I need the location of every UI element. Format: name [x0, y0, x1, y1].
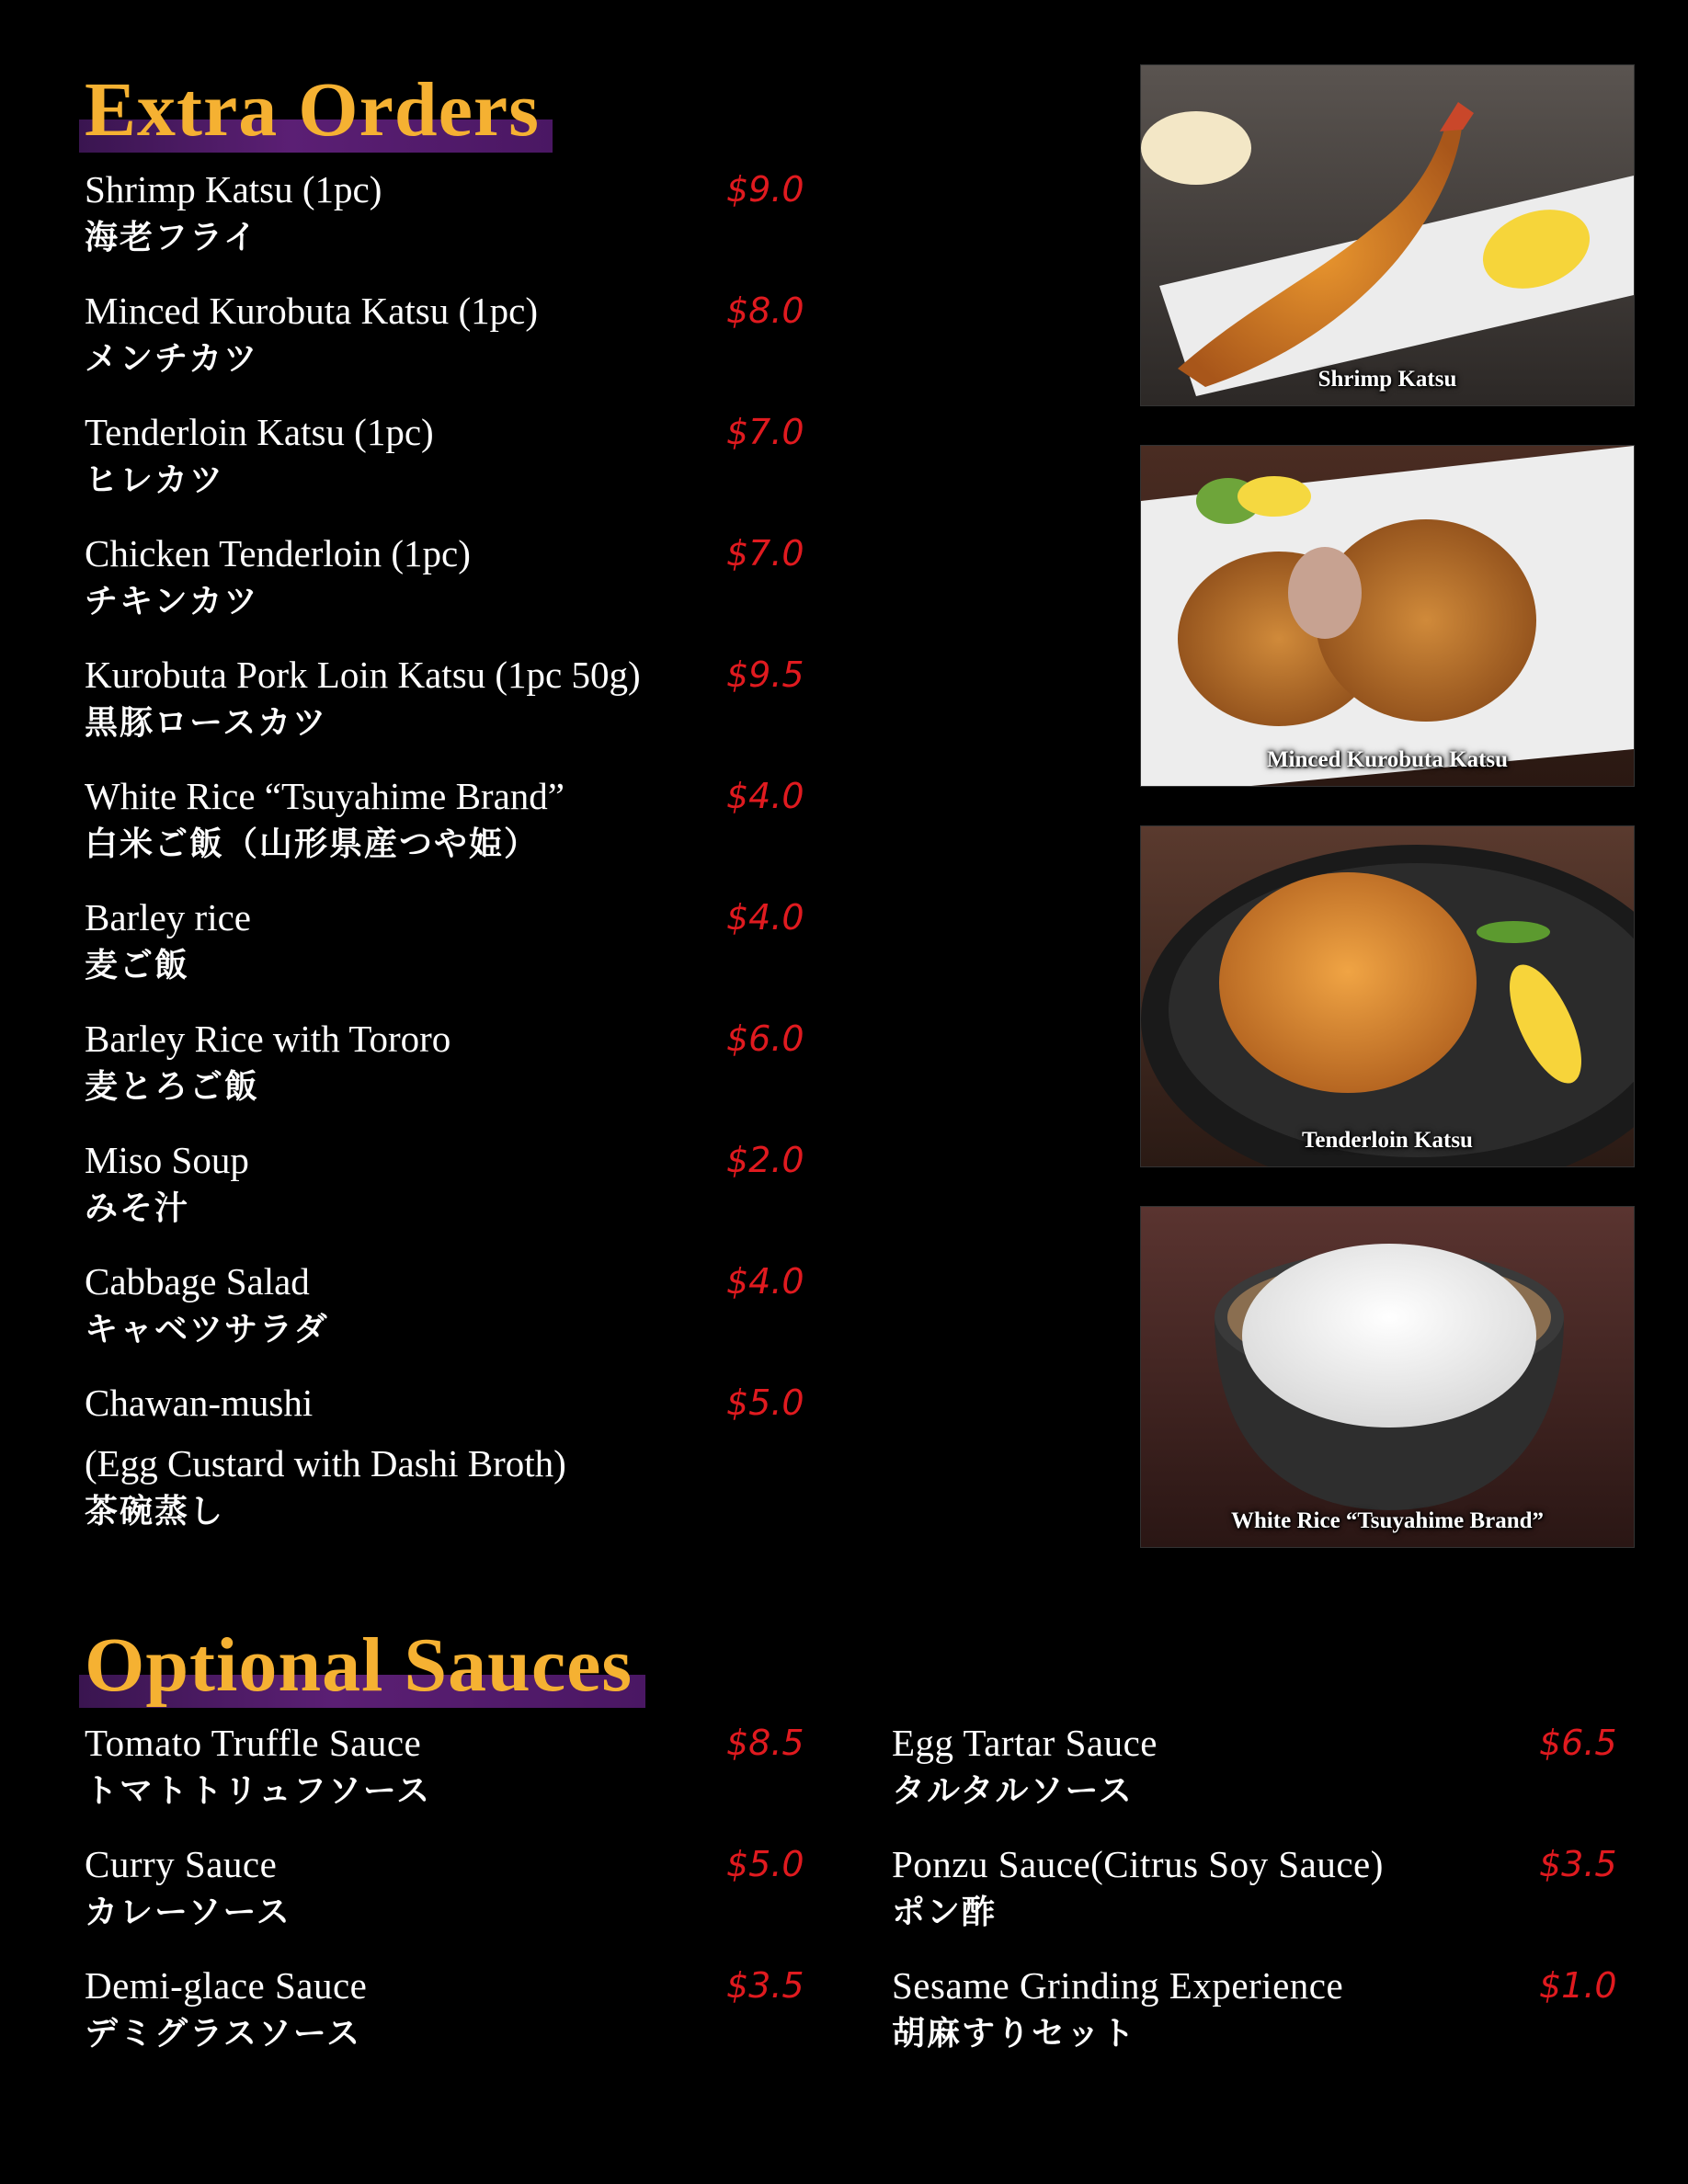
extra-orders-title: Extra Orders [85, 72, 540, 149]
sauce-item-demi-glace [85, 1960, 367, 2057]
item-name-jp: 麦とろご飯 [85, 1068, 260, 1106]
item-name-jp: 茶碗蒸し [85, 1493, 225, 1530]
sauce-price: $8.5 [726, 1723, 804, 1763]
item-name: Chicken Tenderloin (1pc) [85, 532, 471, 574]
item-name: Barley Rice with Tororo [85, 1018, 451, 1060]
photo-minced-kurobuta-katsu [1140, 445, 1635, 787]
sauce-name-jp: トマトトリュフソース [85, 1772, 432, 1810]
sauce-name-jp: デミグラスソース [85, 2015, 362, 2053]
item-name: Cabbage Salad [85, 1260, 310, 1302]
menu-item-kurobuta-pork-loin-katsu [85, 649, 641, 746]
sauce-name: Egg Tartar Sauce [892, 1722, 1158, 1764]
item-name: Chawan-mushi [85, 1382, 314, 1424]
item-price: $4.0 [726, 897, 804, 938]
sauce-name: Ponzu Sauce(Citrus Soy Sauce) [892, 1843, 1384, 1885]
photo-white-rice [1140, 1206, 1635, 1548]
sauce-item-curry [85, 1838, 291, 1936]
sauce-price: $3.5 [1539, 1844, 1617, 1884]
photo-caption: Shrimp Katsu [1317, 367, 1457, 392]
item-name-jp: 海老フライ [85, 219, 258, 256]
sauce-name-jp: ポン酢 [892, 1894, 998, 1931]
menu-item-chawan-mushi [85, 1377, 566, 1535]
optional-sauces-title: Optional Sauces [85, 1627, 633, 1704]
sauce-name: Demi-glace Sauce [85, 1964, 368, 2007]
menu-item-chicken-tenderloin [85, 528, 471, 625]
item-price: $9.0 [726, 169, 804, 210]
sauce-item-ponzu [892, 1838, 1384, 1936]
item-name: Minced Kurobuta Katsu (1pc) [85, 290, 539, 332]
item-name-jp: キャベツサラダ [85, 1311, 329, 1348]
item-name: Tenderloin Katsu (1pc) [85, 411, 434, 453]
sauce-item-sesame-grinding [892, 1960, 1343, 2057]
photo-shrimp-katsu [1140, 64, 1635, 406]
item-price: $2.0 [726, 1140, 804, 1180]
sauce-price: $5.0 [726, 1844, 804, 1884]
item-name-jp: ヒレカツ [85, 461, 225, 499]
item-name: Kurobuta Pork Loin Katsu (1pc 50g) [85, 654, 641, 696]
sauce-price: $1.0 [1539, 1965, 1617, 2006]
photo-caption: White Rice “Tsuyahime Brand” [1230, 1508, 1545, 1533]
item-price: $7.0 [726, 412, 804, 452]
photo-caption: Tenderloin Katsu [1302, 1128, 1473, 1153]
item-price: $9.5 [726, 654, 804, 695]
item-name-jp: メンチカツ [85, 340, 259, 378]
menu-item-barley-rice-tororo [85, 1013, 451, 1110]
sauce-name: Sesame Grinding Experience [892, 1964, 1344, 2007]
item-price: $4.0 [726, 1261, 804, 1302]
item-price: $5.0 [726, 1382, 804, 1423]
menu-item-barley-rice [85, 892, 251, 989]
sauce-item-egg-tartar [892, 1717, 1158, 1814]
photo-caption: Minced Kurobuta Katsu [1266, 747, 1509, 772]
item-price: $6.0 [726, 1018, 804, 1059]
sauce-item-tomato-truffle [85, 1717, 431, 1814]
item-name: Shrimp Katsu (1pc) [85, 168, 382, 210]
menu-item-white-rice [85, 770, 565, 868]
item-name-jp: みそ汁 [85, 1189, 190, 1227]
item-name: White Rice “Tsuyahime Brand” [85, 775, 565, 817]
sauce-name-jp: カレーソース [85, 1894, 291, 1931]
item-price: $8.0 [726, 290, 804, 331]
item-price: $7.0 [726, 533, 804, 574]
item-description: (Egg Custard with Dashi Broth) [85, 1442, 566, 1484]
item-name-jp: 白米ご飯（山形県産つや姫） [85, 825, 540, 863]
sauce-name-jp: 胡麻すりセット [892, 2015, 1137, 2053]
menu-item-miso-soup [85, 1134, 249, 1232]
sauce-name-jp: タルタルソース [892, 1772, 1134, 1810]
item-price: $4.0 [726, 776, 804, 816]
item-name-jp: 黒豚ロースカツ [85, 704, 328, 742]
sauce-name: Curry Sauce [85, 1843, 278, 1885]
item-name-jp: チキンカツ [85, 583, 259, 620]
menu-item-shrimp-katsu [85, 164, 382, 261]
menu-item-minced-kurobuta-katsu [85, 285, 538, 382]
sauce-name: Tomato Truffle Sauce [85, 1722, 422, 1764]
item-name-jp: 麦ご飯 [85, 947, 190, 984]
sauce-price: $6.5 [1539, 1723, 1617, 1763]
item-name: Miso Soup [85, 1139, 249, 1181]
menu-item-tenderloin-katsu [85, 406, 434, 504]
photo-tenderloin-katsu [1140, 825, 1635, 1167]
item-name: Barley rice [85, 896, 251, 938]
menu-item-cabbage-salad [85, 1256, 329, 1353]
sauce-price: $3.5 [726, 1965, 804, 2006]
